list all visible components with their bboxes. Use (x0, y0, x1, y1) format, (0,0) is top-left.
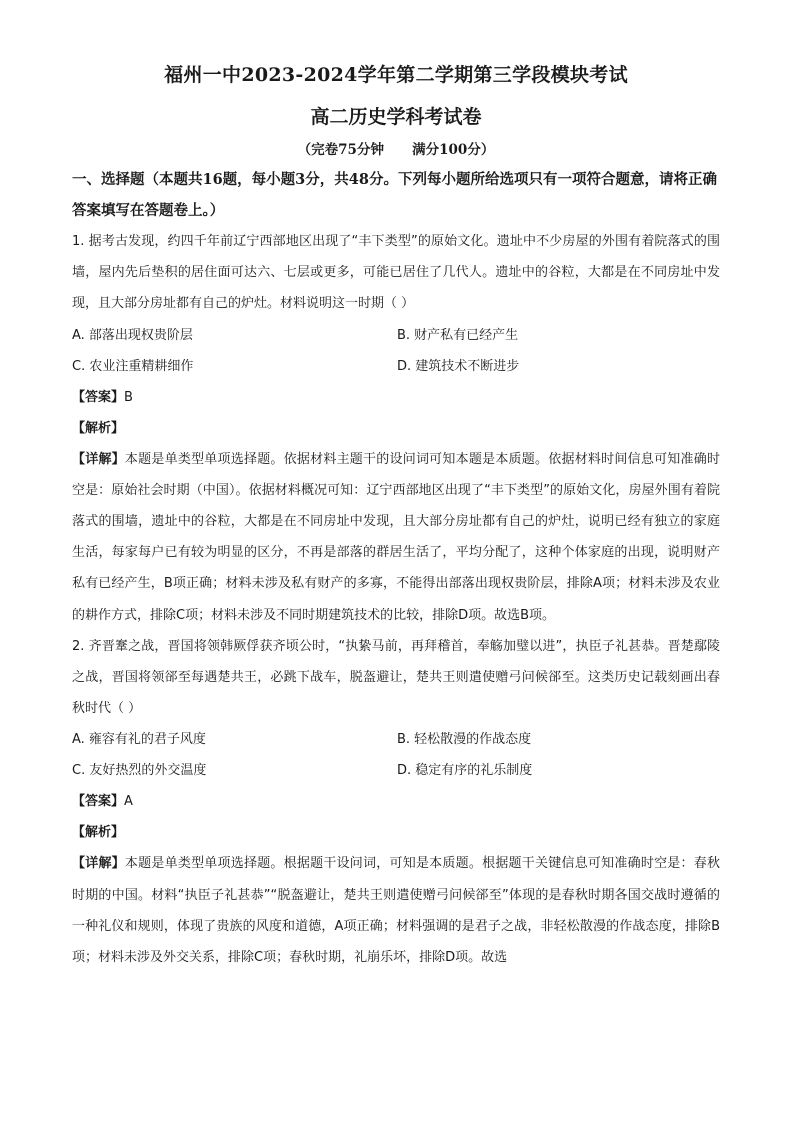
answer-value: A (124, 794, 133, 810)
option-d: D. 稳定有序的礼乐制度 (397, 763, 533, 779)
answer-value: B (124, 389, 133, 405)
exam-page (72, 62, 720, 973)
question-2 (72, 631, 720, 973)
analysis-line (72, 413, 720, 444)
analysis-line (72, 817, 720, 848)
detail-text: 本题是单类型单项选择题。根据题干设问词，可知是本质题。根据题干关键信息可知准确时空是：春秋时期的中国。材料“执臣子礼甚恭”“脱盔避让，楚共王则遣使赠弓问候郤至”体现的是春秋时期各国交战时遵循的一种礼仪和规则，体现了贵族的风度和道德，A项正确；材料强调的是君子之战，非轻松散漫的作战态度，排除B项；材料未涉及外交关系，排除C项；春秋时期，礼崩乐坏，排除D项。故选 (72, 856, 720, 966)
option-b: B. 轻松散漫的作战态度 (397, 732, 532, 748)
option-list (72, 724, 720, 786)
question-stem: 2. 齐晋鞌之战，晋国将领韩厥俘获齐顷公时，“执絷马前，再拜稽首，奉觞加璧以进”，执臣子礼甚恭。晋楚鄢陵之战，晋国将领郤至每遇楚共王，必跳下战车，脱盔避让，楚共王则遣使赠弓问候郤至。这类历史记载刻画出春秋时代（ ） (72, 638, 720, 717)
answer-line (72, 382, 720, 413)
analysis-tag: 【解析】 (72, 825, 125, 841)
question-stem: 1. 据考古发现，约四千年前辽宁西部地区出现了“丰下类型”的原始文化。遗址中不少房屋的外围有着院落式的围墙，屋内先后垫积的居住面可达六、七层或更多，可能已居住了几代人。遗址中的谷粒，大都是在不同房址中发现，且大部分房址都有自己的炉灶。材料说明这一时期（ ） (72, 234, 720, 312)
exam-subtitle: 高二历史学科考试卷 (310, 106, 482, 128)
option-list (72, 320, 720, 382)
section-heading: 一、选择题（本题共16题，每小题3分，共48分。下列每小题所给选项只有一项符合题意，请将正确答案填写在答题卷上。） (72, 171, 717, 219)
option-d: D. 建筑技术不断进步 (397, 358, 520, 374)
detail-tag: 【详解】 (72, 856, 125, 872)
analysis-tag: 【解析】 (72, 420, 125, 436)
detail-text: 本题是单类型单项选择题。依据材料主题干的设问词可知本题是本质题。依据材料时间信息可知准确时空是：原始社会时期（中国）。依据材料概况可知：辽宁西部地区出现了“丰下类型”的原始文化，房屋外围有着院落式的围墙，遗址中的谷粒，大都是在不同房址中发现，且大部分房址都有自己的炉灶，说明已经有独立的家庭生活，每家每户已有较为明显的区分，不再是部落的群居生活了，平均分配了，这种个体家庭的出现，说明财产私有已经产生，B项正确；材料未涉及私有财产的多寡，不能得出部落出现权贵阶层，排除A项；材料未涉及农业的耕作方式，排除C项；材料未涉及不同时期建筑技术的比较，排除D项。故选B项。 (72, 451, 720, 623)
option-a: A. 部落出现权贵阶层 (72, 327, 193, 343)
option-c: C. 农业注重精耕细作 (72, 358, 194, 374)
detail-tag: 【详解】 (72, 451, 125, 467)
option-a: A. 雍容有礼的君子风度 (72, 732, 206, 748)
option-b: B. 财产私有已经产生 (397, 327, 519, 343)
detail-paragraph (72, 444, 720, 631)
answer-tag: 【答案】 (72, 389, 125, 405)
exam-time-and-score: （完卷75分钟 满分100分） (297, 142, 495, 158)
detail-paragraph (72, 848, 720, 973)
option-c: C. 友好热烈的外交温度 (72, 763, 207, 779)
exam-title: 福州一中2023-2024学年第二学期第三学段模块考试 (164, 64, 628, 86)
answer-tag: 【答案】 (72, 794, 125, 810)
question-1 (72, 226, 720, 631)
answer-line (72, 786, 720, 817)
